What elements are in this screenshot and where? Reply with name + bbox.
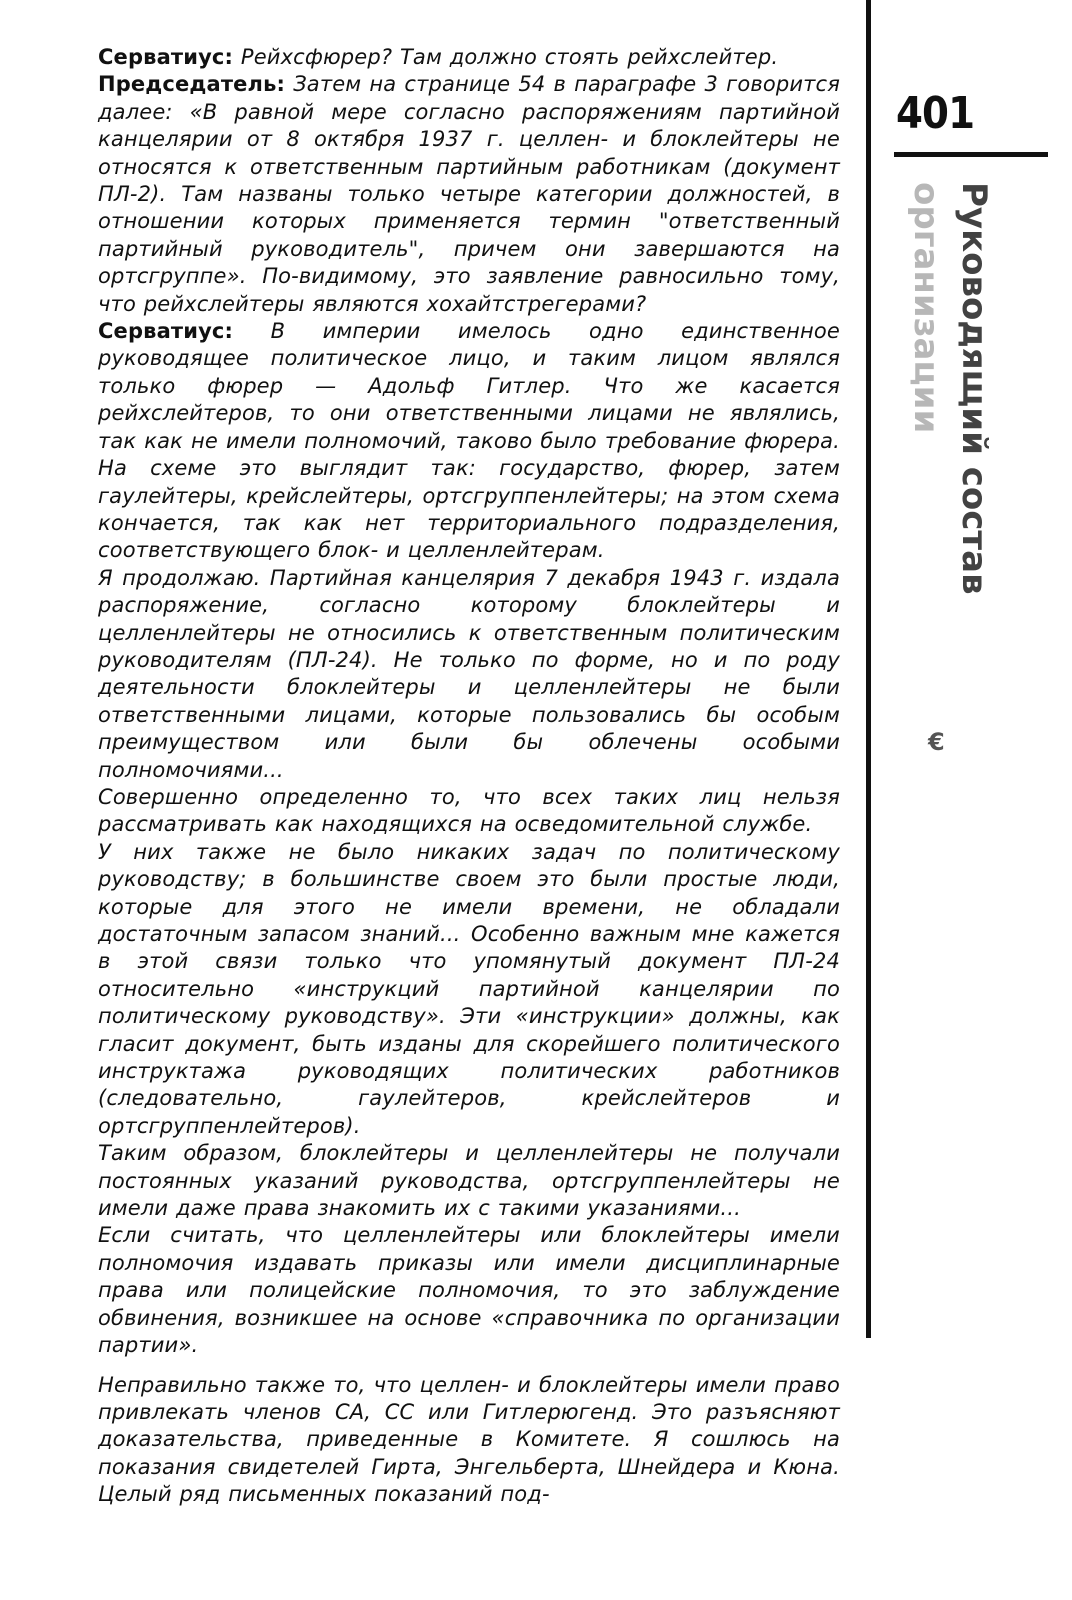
- paragraph-text: Я продолжаю. Партийная канцелярия 7 декабря 1943 г. издала распоряжение, согласно которому блоклейтеры и целленлейтеры не относились к ответственным политическим руководителям (ПЛ-24). Не только по форме, но и по роду деятельности блоклейтеры и целленлейтеры не были ответственными лицами, которые пользовались бы особым преимуществом или были бы облечены особыми полномочиями...: [98, 565, 840, 782]
- paragraph-text: Затем на странице 54 в параграфе 3 говорится далее: «В равной мере согласно распоряжениям партийной канцелярии от 8 октября 1937 г. целлен- и блоклейтеры не относятся к ответственным партийным работникам (документ ПЛ-2). Там названы только четыре категории должностей, в отношении которых применяется термин "ответственный партийный руководитель", причем они завершаются на ортсгруппе». По-видимому, это заявление равносильно тому, что рейхслейтеры являются хохайтстрегерами?: [98, 72, 840, 316]
- paragraph-7: [98, 1140, 840, 1222]
- running-head-subtitle: организации: [906, 182, 946, 434]
- paragraph-text: Таким образом, блоклейтеры и целленлейтеры не получали постоянных указаний руководства, ортсгруппенлейтеры не имели даже права знакомить их с такими указаниями...: [98, 1141, 840, 1221]
- paragraph-text: У них также не было никаких задач по политическому руководству; в большинстве своем это были простые люди, которые для этого не имели времени, не обладали достаточным запасом знаний... Особенно важным мне кажется в этой связи только что упомянутый документ ПЛ-24 относительно «инструкций партийной канцелярии по политическому руководству». Эти «инструкции» должны, как гласит документ, быть изданы для скорейшего политического инструктажа руководящих политических работников (следовательно, гаулейтеров, крейслейтеров и ортсгруппенлейтеров).: [98, 839, 840, 1138]
- paragraph-4: [98, 565, 840, 784]
- paragraph-text: В империи имелось одно единственное руководящее политическое лицо, и таким лицом являлся только фюрер — Адольф Гитлер. Что же касается рейхслейтеров, то они ответственными лицами не являлись, так как не имели полномочий, таково было требование фюрера. На схеме это выглядит так: государство, фюрер, затем гаулейтеры, крейслейтеры, ортсгруппенлейтеры; на этом схема кончается, так как нет территориального подразделения, соответствующего блок- и целленлейтерам.: [98, 319, 840, 563]
- paragraph-5: [98, 784, 840, 839]
- paragraph-text: Совершенно определенно то, что всех таких лиц нельзя рассматривать как находящихся на осведомительной службе.: [98, 784, 840, 837]
- running-head-title: Руководящий состав: [954, 182, 994, 595]
- paragraph-9: [98, 1372, 840, 1509]
- paragraph-3: [98, 318, 840, 565]
- speaker-label: Председатель:: [98, 72, 286, 97]
- paragraph-text: Рейхсфюрер? Там должно стоять рейхслейтер.: [233, 45, 779, 69]
- speaker-label: Серватиус:: [98, 319, 234, 344]
- page-number-rule: [894, 152, 1048, 157]
- paragraph-text: Если считать, что целленлейтеры или блоклейтеры имели полномочия издавать приказы или имели дисциплинарные права или полицейские полномочия, то это заблуждение обвинения, возникшее на основе «справочника по организации партии».: [98, 1223, 840, 1358]
- paragraph-1: [98, 44, 840, 71]
- paragraph-8: [98, 1222, 840, 1359]
- running-head: [870, 182, 1010, 595]
- paragraph-text: Неправильно также то, что целлен- и блоклейтеры имели право привлекать членов СА, СС или Гитлерюгенд. Это разъясняют доказательства, приведенные в Комитете. Я сошлюсь на показания свидетелей Гирта, Энгельберта, Шнейдера и Кюна. Целый ряд письменных показаний под-: [98, 1372, 840, 1507]
- speaker-label: Серватиус:: [98, 45, 234, 69]
- margin-mark: €: [928, 728, 945, 756]
- paragraph-6: [98, 839, 840, 1140]
- body-text: [98, 44, 840, 1509]
- page-number: 401: [896, 88, 975, 139]
- paragraph-2: [98, 71, 840, 318]
